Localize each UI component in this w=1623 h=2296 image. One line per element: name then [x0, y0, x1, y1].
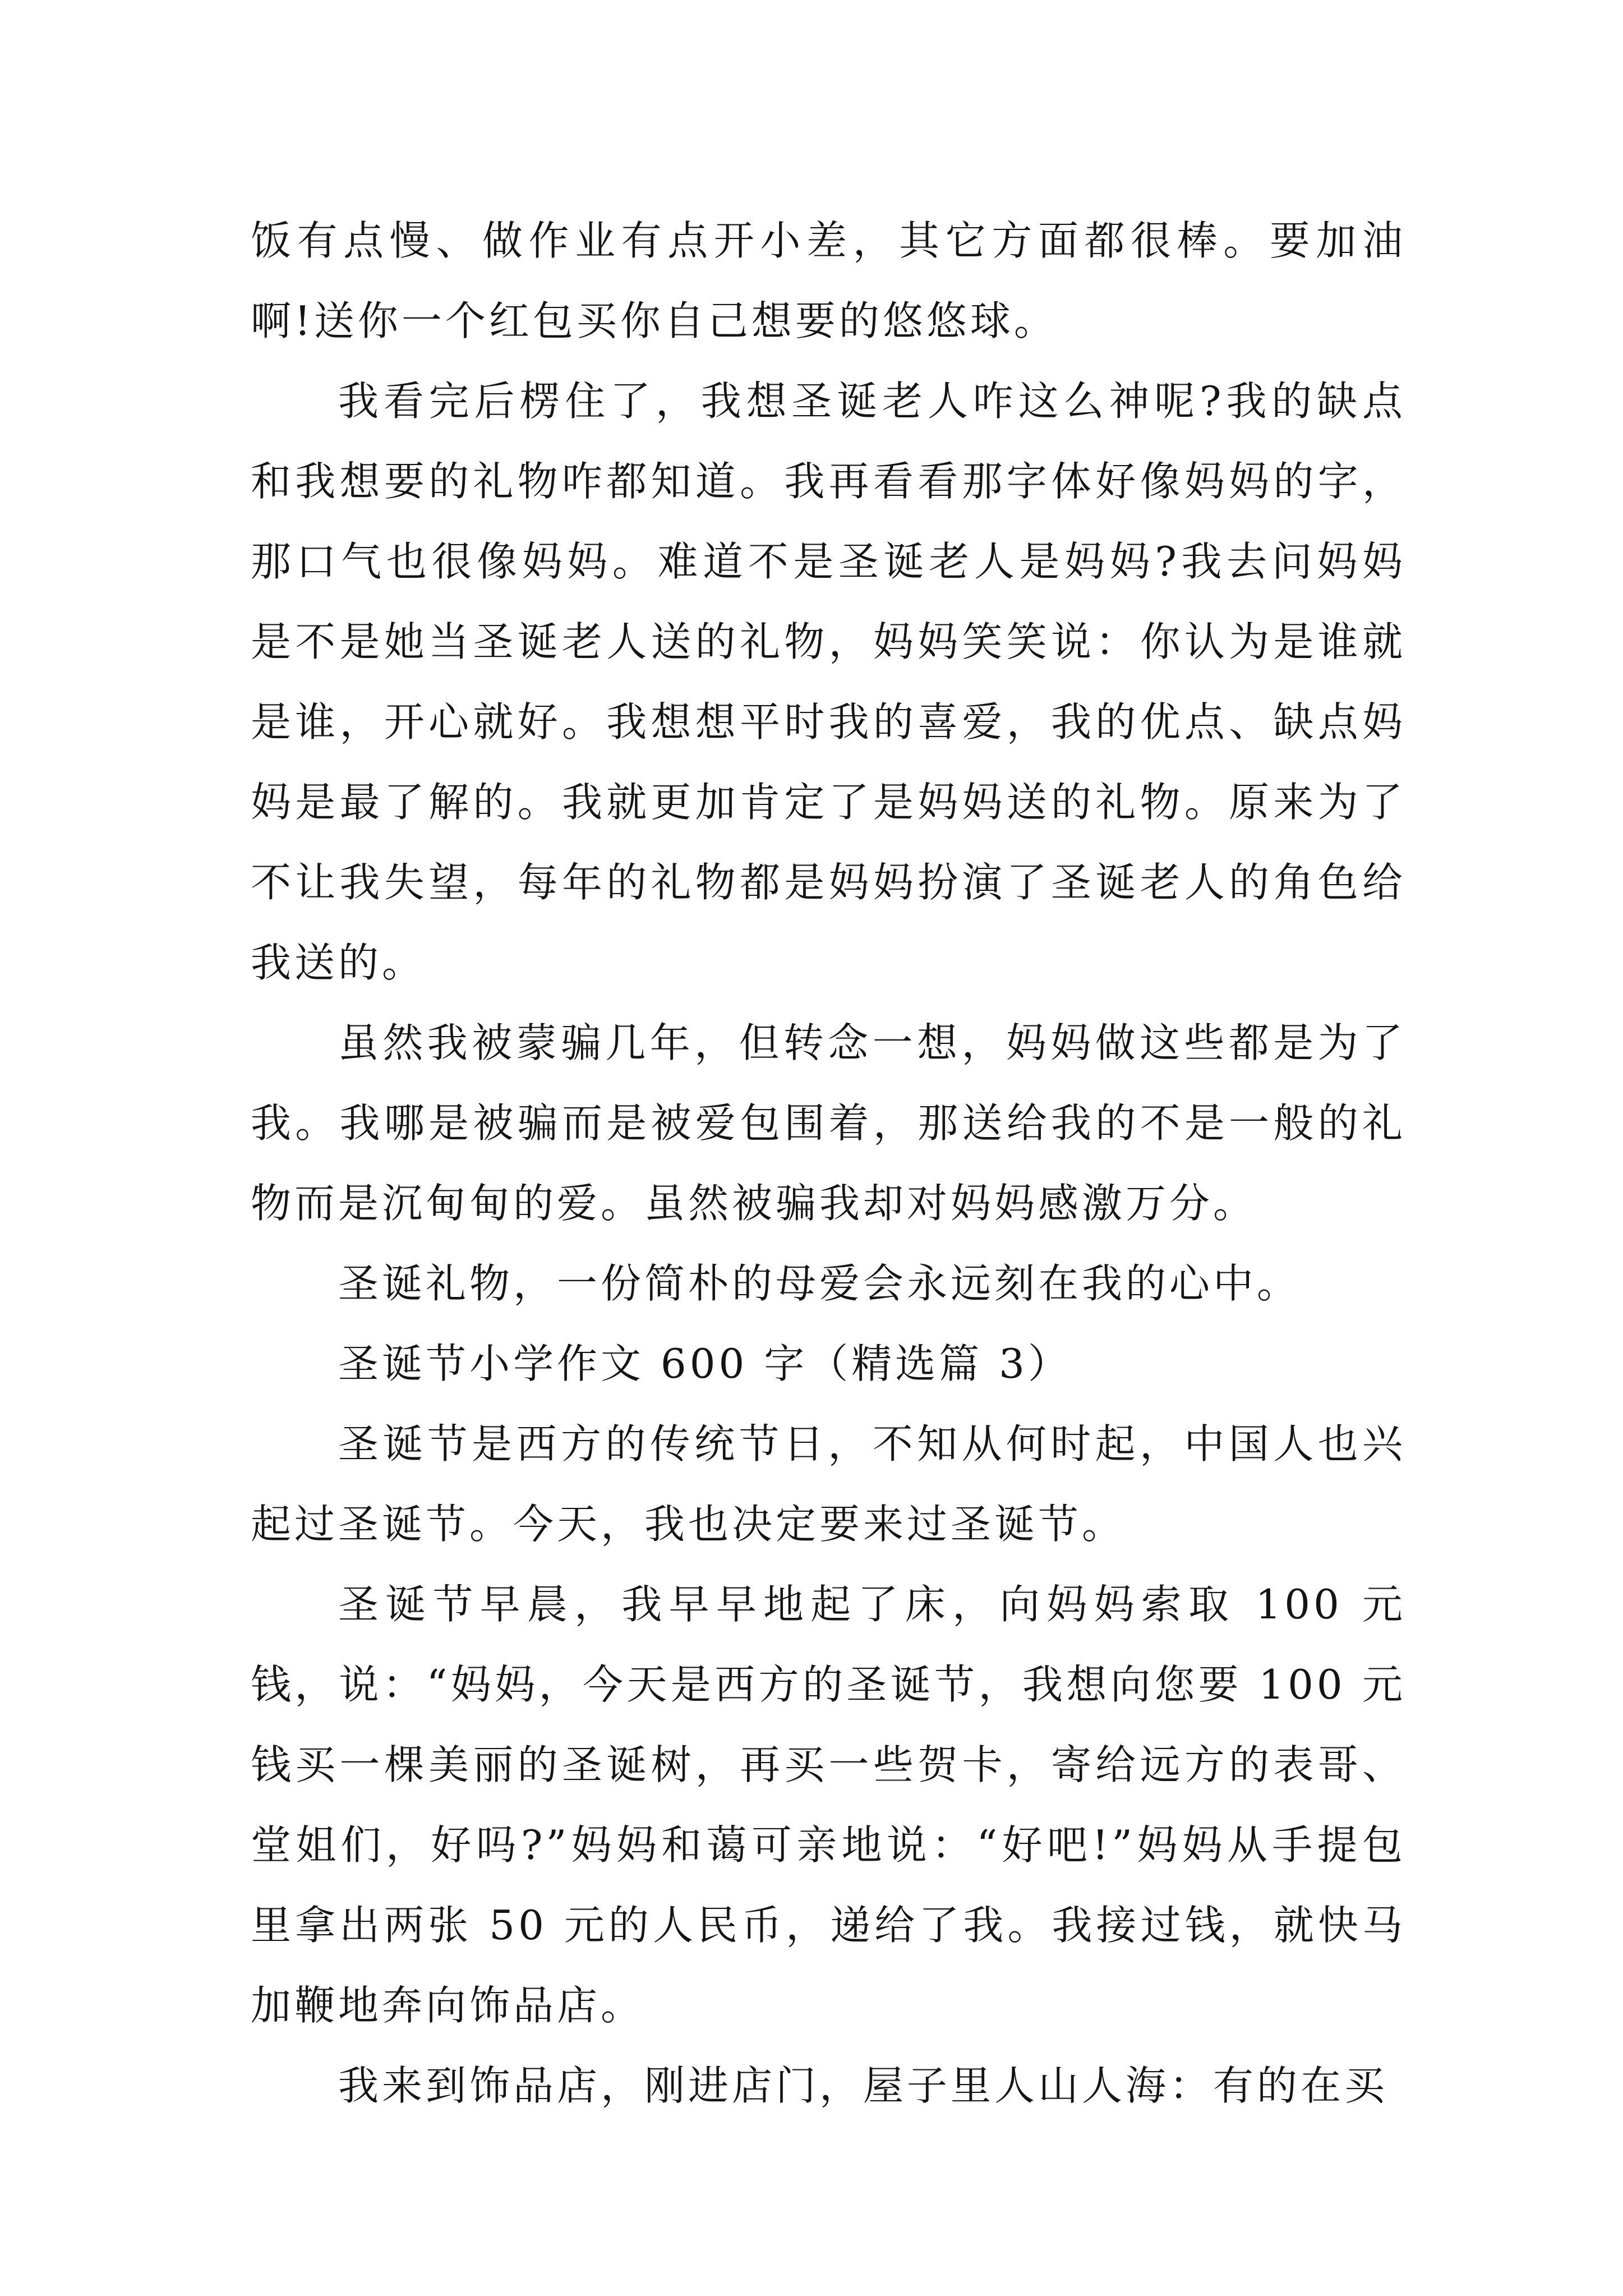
document-body — [251, 201, 1406, 2126]
paragraph: 我来到饰品店，刚进店门，屋子里人山人海：有的在买 — [338, 2062, 1389, 2109]
paragraph: 圣诞节是西方的传统节日，不知从何时起，中国人也兴起过圣诞节。今天，我也决定要来过圣诞节。 — [251, 1420, 1406, 1548]
paragraph: 圣诞节早晨，我早早地起了床，向妈妈索取 100 元钱，说：“妈妈，今天是西方的圣诞节，我想向您要 100 元钱买一棵美丽的圣诞树，再买一些贺卡，寄给远方的表哥、堂姐们，好吗?”妈妈和蔼可亲地说：“好吧!”妈妈从手提包里拿出两张 50 元的人民币，递给了我。我接过钱，就快马加鞭地奔向饰品店。 — [251, 1581, 1406, 2029]
paragraph: 饭有点慢、做作业有点开小差，其它方面都很棒。要加油啊!送你一个红包买你自己想要的悠悠球。 — [251, 217, 1406, 344]
paragraph: 圣诞礼物，一份简朴的母爱会永远刻在我的心中。 — [338, 1260, 1301, 1307]
paragraph: 我看完后楞住了，我想圣诞老人咋这么神呢?我的缺点和我想要的礼物咋都知道。我再看看那字体好像妈妈的字，那口气也很像妈妈。难道不是圣诞老人是妈妈?我去问妈妈是不是她当圣诞老人送的礼物，妈妈笑笑说：你认为是谁就是谁，开心就好。我想想平时我的喜爱，我的优点、缺点妈妈是最了解的。我就更加肯定了是妈妈送的礼物。原来为了不让我失望，每年的礼物都是妈妈扮演了圣诞老人的角色给我送的。 — [251, 378, 1406, 986]
section-heading: 圣诞节小学作文 600 字（精选篇 3） — [338, 1340, 1072, 1387]
paragraph: 虽然我被蒙骗几年，但转念一想，妈妈做这些都是为了我。我哪是被骗而是被爱包围着，那送给我的不是一般的礼物而是沉甸甸的爱。虽然被骗我却对妈妈感激万分。 — [251, 1019, 1406, 1227]
